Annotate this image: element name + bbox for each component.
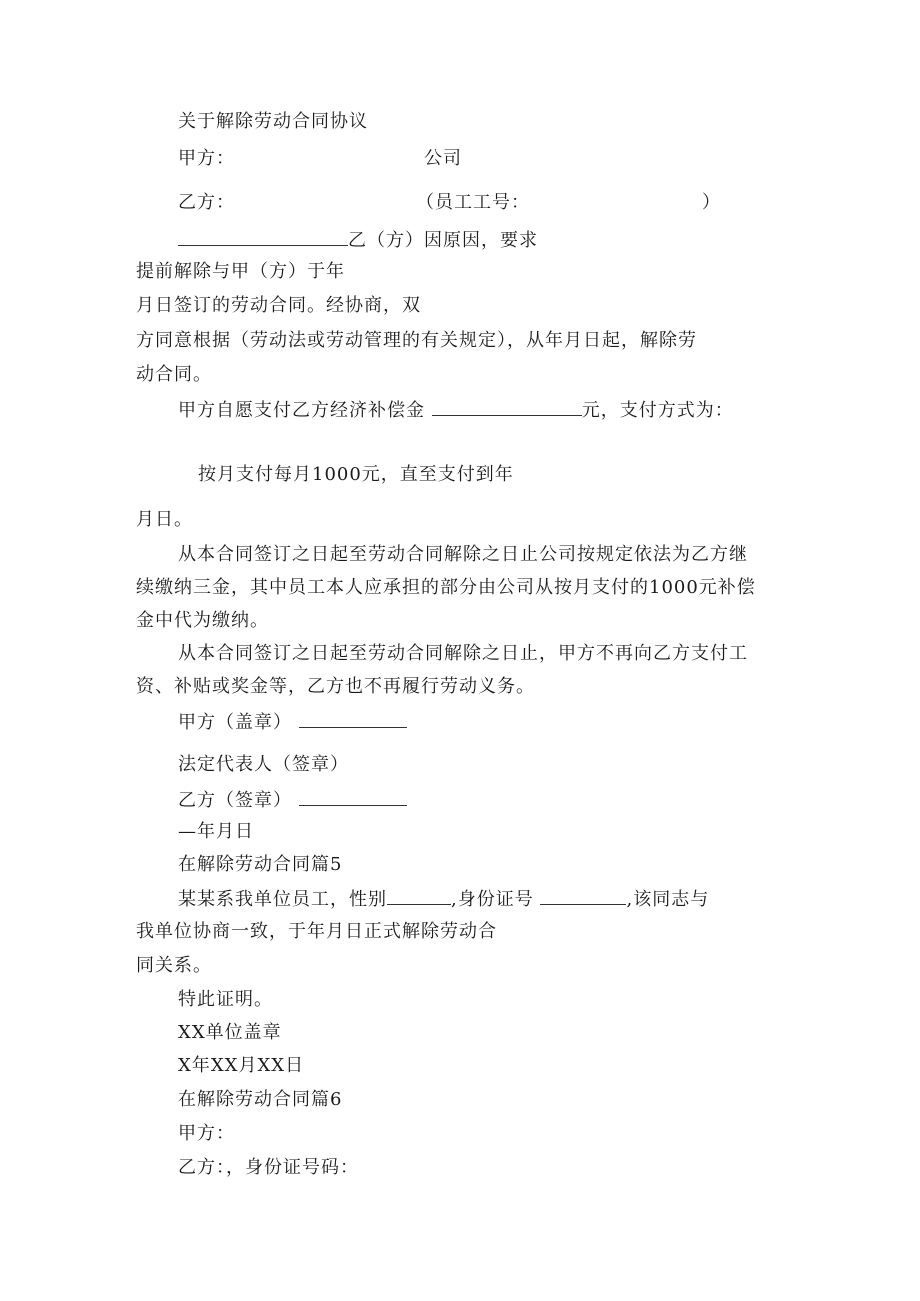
id-number-blank [540,886,626,905]
party-a-seal-blank [299,709,407,728]
compensation-line [178,397,734,423]
section-5-line-3: 同关系。 [136,955,212,976]
certification-text: 特此证明。 [178,989,273,1010]
paragraph-line: 从本合同签订之日起至劳动合同解除之日止，甲方不再向乙方支付工 [178,643,748,664]
document-title: 关于解除劳动合同协议 [178,111,368,132]
section-5-line-1 [178,886,709,912]
section-6-party-b: 乙方：，身份证号码： [178,1157,359,1178]
paragraph-line: 月日签订的劳动合同。经协商，双 [136,295,421,316]
party-a-seal-label: 甲方（盖章） [178,712,292,733]
party-b-sign-blank [299,787,407,806]
date-line: —年月日 [178,821,254,842]
employee-number-close: ） [702,192,721,213]
section-5-line-2: 我单位协商一致，于年月日正式解除劳动合 [136,921,497,942]
section-6-title: 在解除劳动合同篇6 [178,1089,343,1110]
paragraph-line: 资、补贴或奖金等，乙方也不再履行劳动义务。 [136,676,535,697]
paragraph-line: 提前解除与甲（方）于年 [136,261,345,282]
section-5-title: 在解除劳动合同篇5 [178,854,343,875]
party-a-seal-line [178,709,407,735]
section-5-text: ,该同志与 [626,889,710,910]
party-b-sign-line [178,787,407,813]
compensation-prefix: 甲方自愿支付乙方经济补偿金 [178,400,425,421]
gender-blank [387,886,451,905]
paragraph-line: 从本合同签订之日起至劳动合同解除之日止公司按规定依法为乙方继 [178,544,748,565]
paragraph-line: 金中代为缴纳。 [136,610,269,631]
monthly-payment-line: 按月支付每月1000元，直至支付到年 [198,464,514,485]
compensation-suffix: 元，支付方式为： [581,400,734,421]
party-a-company: 公司 [424,148,462,169]
monthly-payment-line-2: 月日。 [136,509,193,530]
reason-blank [178,227,348,246]
section-5-text: 某某系我单位员工，性别 [178,889,387,910]
seal-date: X年XX月XX日 [178,1055,305,1076]
section-5-text: ,身份证号 [451,889,534,910]
reason-line [178,227,538,253]
paragraph-line: 续缴纳三金，其中员工本人应承担的部分由公司从按月支付的1000元补偿 [136,577,756,598]
legal-representative: 法定代表人（签章） [178,754,349,775]
unit-seal: XX单位盖章 [178,1022,282,1043]
compensation-blank [432,397,582,416]
paragraph-line: 方同意根据（劳动法或劳动管理的有关规定），从年月日起，解除劳 [136,330,697,351]
paragraph-line: 动合同。 [136,364,212,385]
party-a-label: 甲方： [178,148,235,169]
party-b-sign-label: 乙方（签章） [178,790,292,811]
party-b-label: 乙方： [178,192,235,213]
employee-number-label: （员工工号： [416,192,530,213]
section-6-party-a: 甲方： [178,1123,235,1144]
reason-text: 乙（方）因原因，要求 [348,230,538,251]
